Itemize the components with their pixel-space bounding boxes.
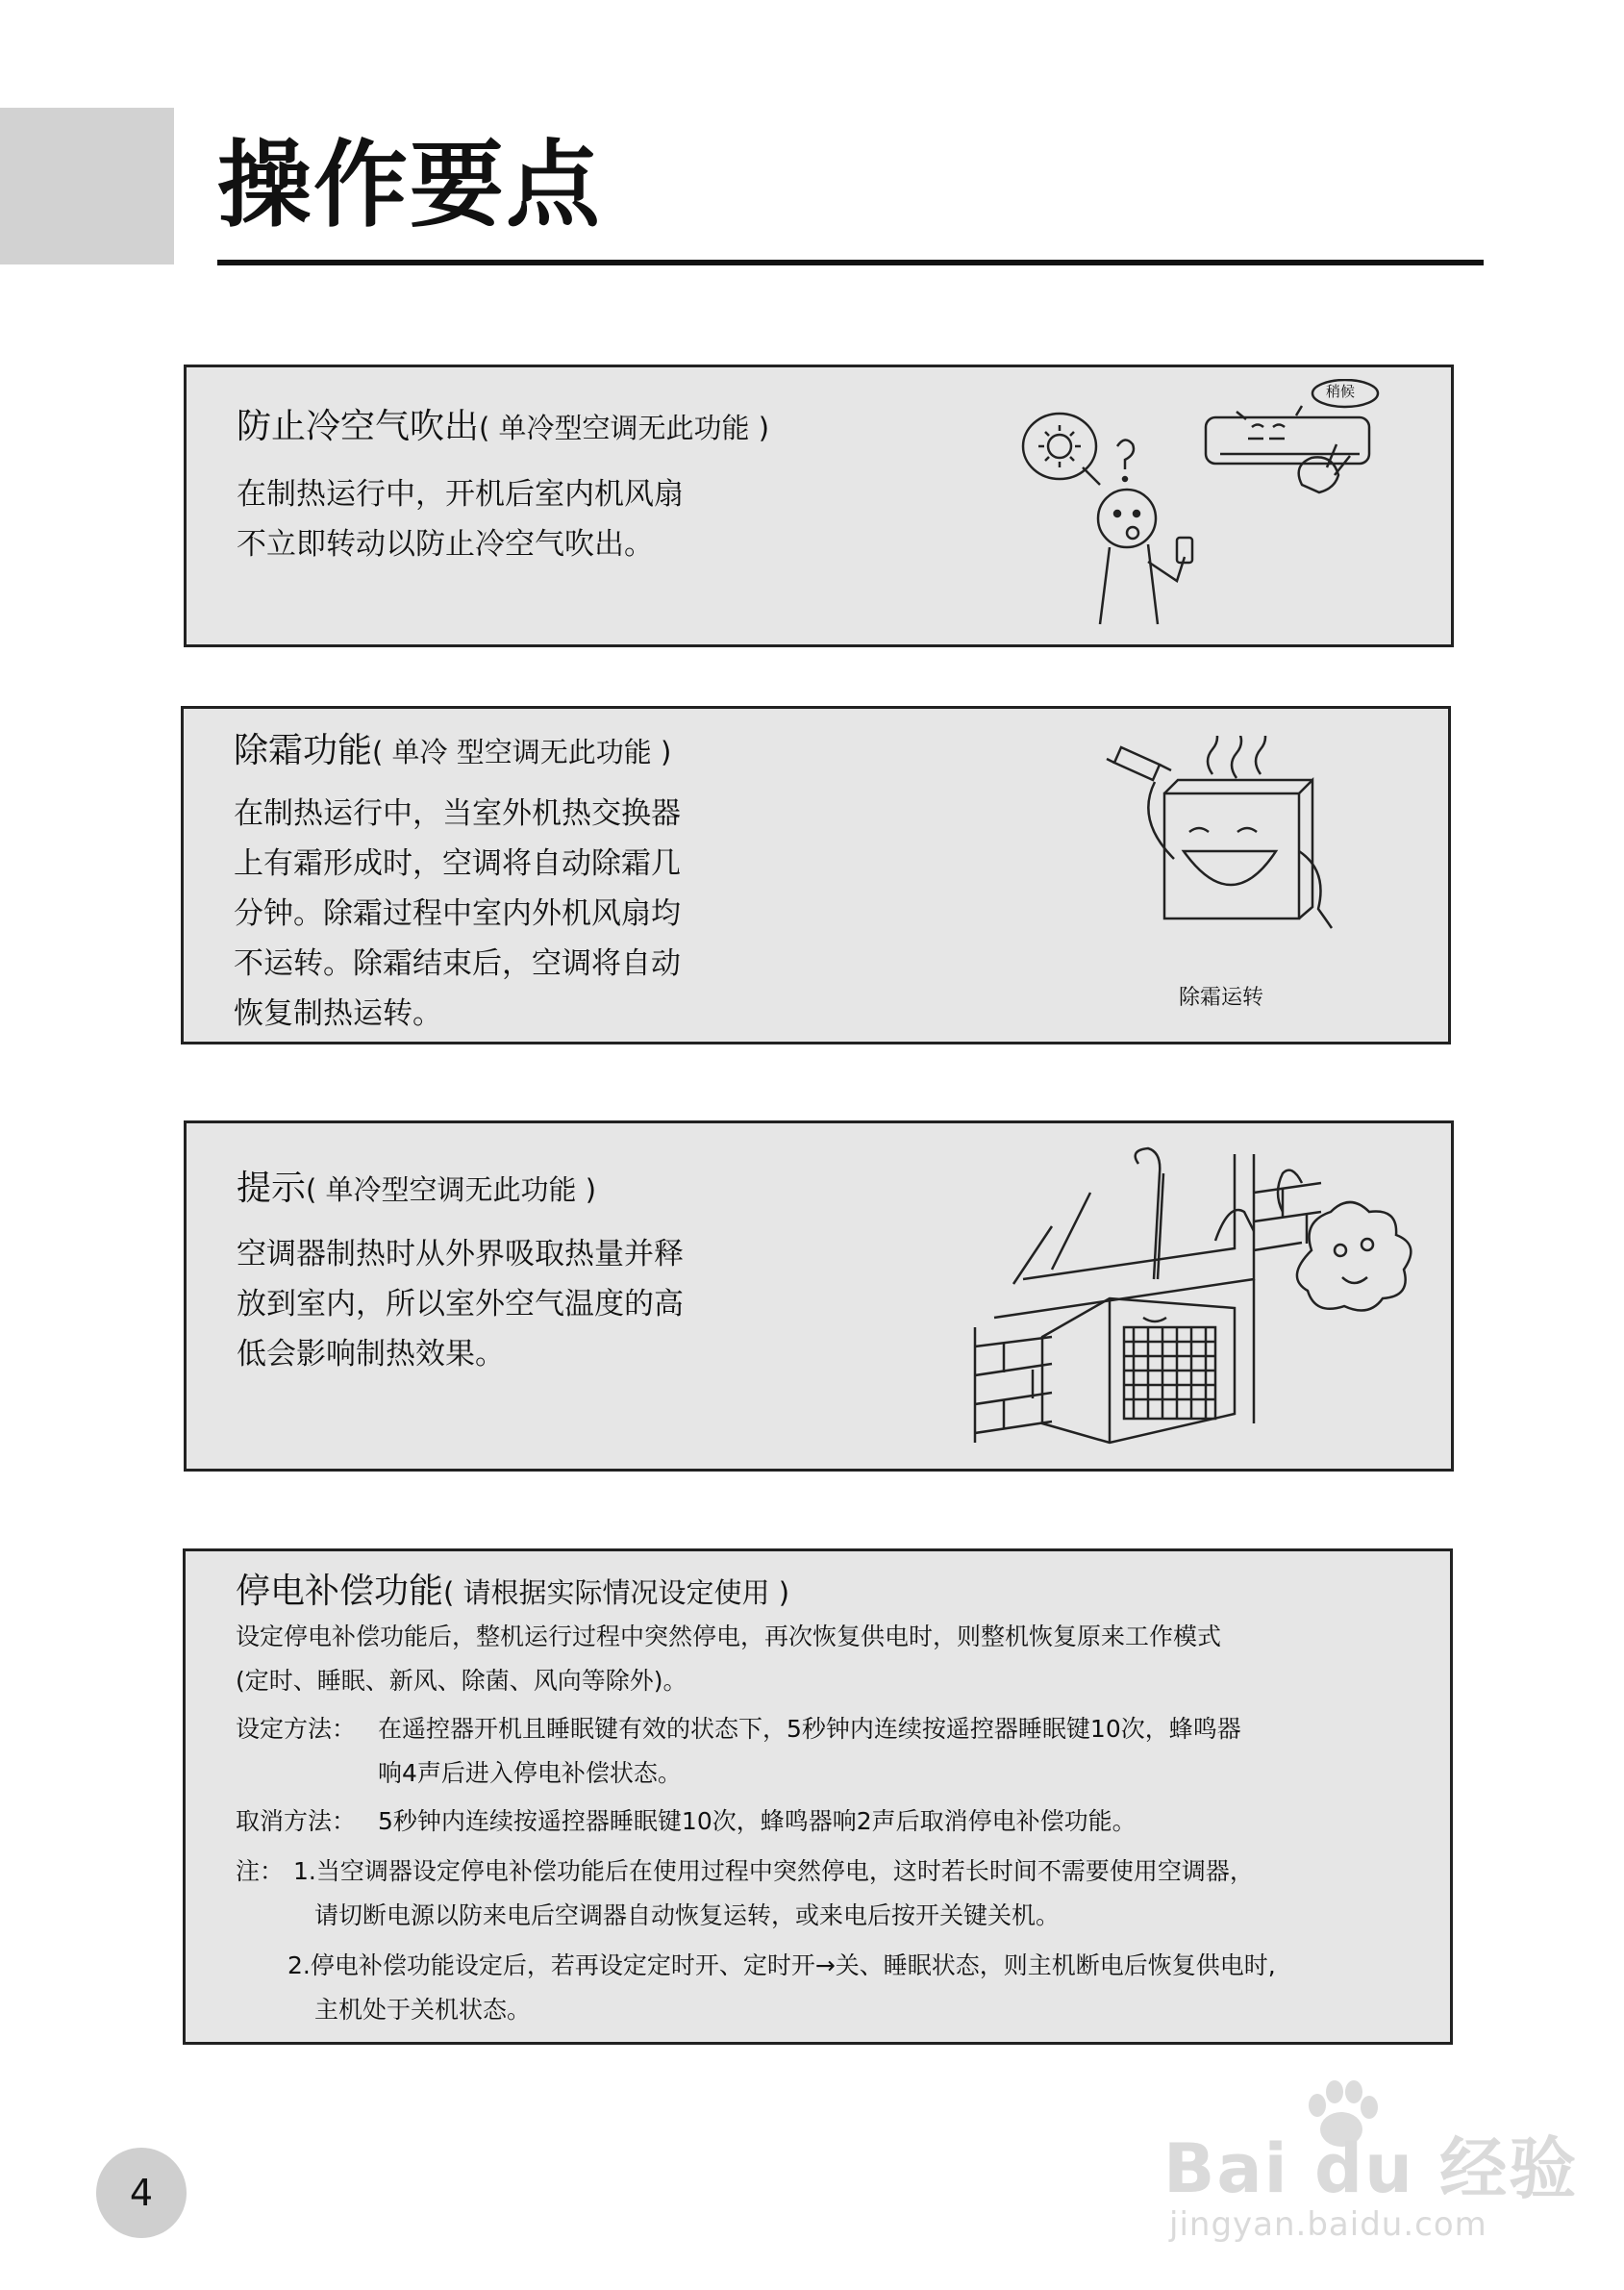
section-anti-cold-air bbox=[184, 365, 1454, 647]
defrost-unit-illustration bbox=[1068, 736, 1357, 1010]
body-line: 恢复制热运转。 bbox=[234, 996, 442, 1031]
body-line: 分钟。除霜过程中室内外机风扇均 bbox=[234, 896, 681, 931]
heading-subtext: ( 单冷型空调无此功能 ) bbox=[306, 1173, 597, 1206]
section-heading bbox=[236, 1571, 789, 1612]
waiting-person-illustration bbox=[1013, 379, 1437, 639]
heading-subtext: ( 请根据实际情况设定使用 ) bbox=[443, 1576, 790, 1609]
section-body bbox=[237, 1229, 684, 1379]
cancel-method-line: 5秒钟内连续按遥控器睡眠键10次，蜂鸣器响2声后取消停电补偿功能。 bbox=[378, 1807, 1137, 1835]
intro-line: 设定停电补偿功能后，整机运行过程中突然停电，再次恢复供电时，则整机恢复原来工作模式 bbox=[236, 1623, 1222, 1650]
heading-subtext: ( 单冷 型空调无此功能 ) bbox=[372, 736, 672, 768]
note-line: 1.当空调器设定停电补偿功能后在使用过程中突然停电，这时若长时间不需要使用空调器， bbox=[293, 1857, 1254, 1885]
body-line: 不运转。除霜结束后，空调将自动 bbox=[234, 946, 681, 981]
note-line: 请切断电源以防来电后空调器自动恢复运转，或来电后按开关键关机。 bbox=[314, 1901, 1061, 1929]
heading-text: 防止冷空气吹出 bbox=[237, 407, 480, 446]
note-line: 2.停电补偿功能设定后，若再设定定时开、定时开→关、睡眠状态，则主机断电后恢复供电时, bbox=[287, 1951, 1276, 1979]
body-line: 在制热运行中，当室外机热交换器 bbox=[234, 796, 681, 831]
heading-subtext: ( 单冷型空调无此功能 ) bbox=[479, 412, 770, 444]
set-method-label: 设定方法： bbox=[236, 1715, 357, 1743]
set-method-line: 在遥控器开机且睡眠键有效的状态下，5秒钟内连续按遥控器睡眠键10次，蜂鸣器 bbox=[378, 1715, 1241, 1743]
body-line: 上有霜形成时，空调将自动除霜几 bbox=[234, 846, 681, 881]
section-body bbox=[237, 469, 684, 569]
heading-text: 提示 bbox=[237, 1169, 307, 1208]
illustration-label: 除霜运转 bbox=[1179, 986, 1264, 1010]
chapter-tab bbox=[0, 108, 174, 264]
body-line: 空调器制热时从外界吸取热量并释 bbox=[237, 1237, 684, 1271]
outdoor-unit-wall-illustration bbox=[965, 1135, 1417, 1462]
set-method-line: 响4声后进入停电补偿状态。 bbox=[378, 1759, 682, 1787]
body-line: 低会影响制热效果。 bbox=[237, 1337, 505, 1371]
note-line: 主机处于关机状态。 bbox=[314, 1996, 532, 2024]
section-heading bbox=[234, 730, 671, 771]
illustration-label: 稍候 bbox=[1326, 383, 1356, 400]
title-divider bbox=[217, 260, 1484, 265]
page-number: 4 bbox=[129, 2172, 154, 2214]
section-heading bbox=[237, 406, 769, 447]
body-line: 放到室内，所以室外空气温度的高 bbox=[237, 1287, 684, 1321]
section-heading bbox=[237, 1168, 596, 1209]
watermark-brand: Bai du 经验 bbox=[1163, 2129, 1579, 2208]
page-number-badge bbox=[96, 2148, 187, 2238]
body-line: 在制热运行中，开机后室内机风扇 bbox=[237, 477, 684, 512]
section-body bbox=[234, 789, 681, 1039]
baidu-watermark bbox=[1140, 2107, 1579, 2261]
cancel-method-label: 取消方法： bbox=[236, 1807, 357, 1835]
page-title: 操作要点 bbox=[217, 131, 603, 240]
heading-text: 除霜功能 bbox=[234, 731, 373, 770]
section-power-recovery bbox=[183, 1548, 1453, 2045]
body-line: 不立即转动以防止冷空气吹出。 bbox=[237, 527, 654, 562]
watermark-url: jingyan.baidu.com bbox=[1169, 2205, 1487, 2244]
section-defrost bbox=[181, 706, 1451, 1044]
heading-text: 停电补偿功能 bbox=[236, 1572, 444, 1611]
intro-line: (定时、睡眠、新风、除菌、风向等除外)。 bbox=[236, 1667, 687, 1695]
section-tip bbox=[184, 1120, 1454, 1472]
note-label: 注： bbox=[236, 1857, 285, 1885]
